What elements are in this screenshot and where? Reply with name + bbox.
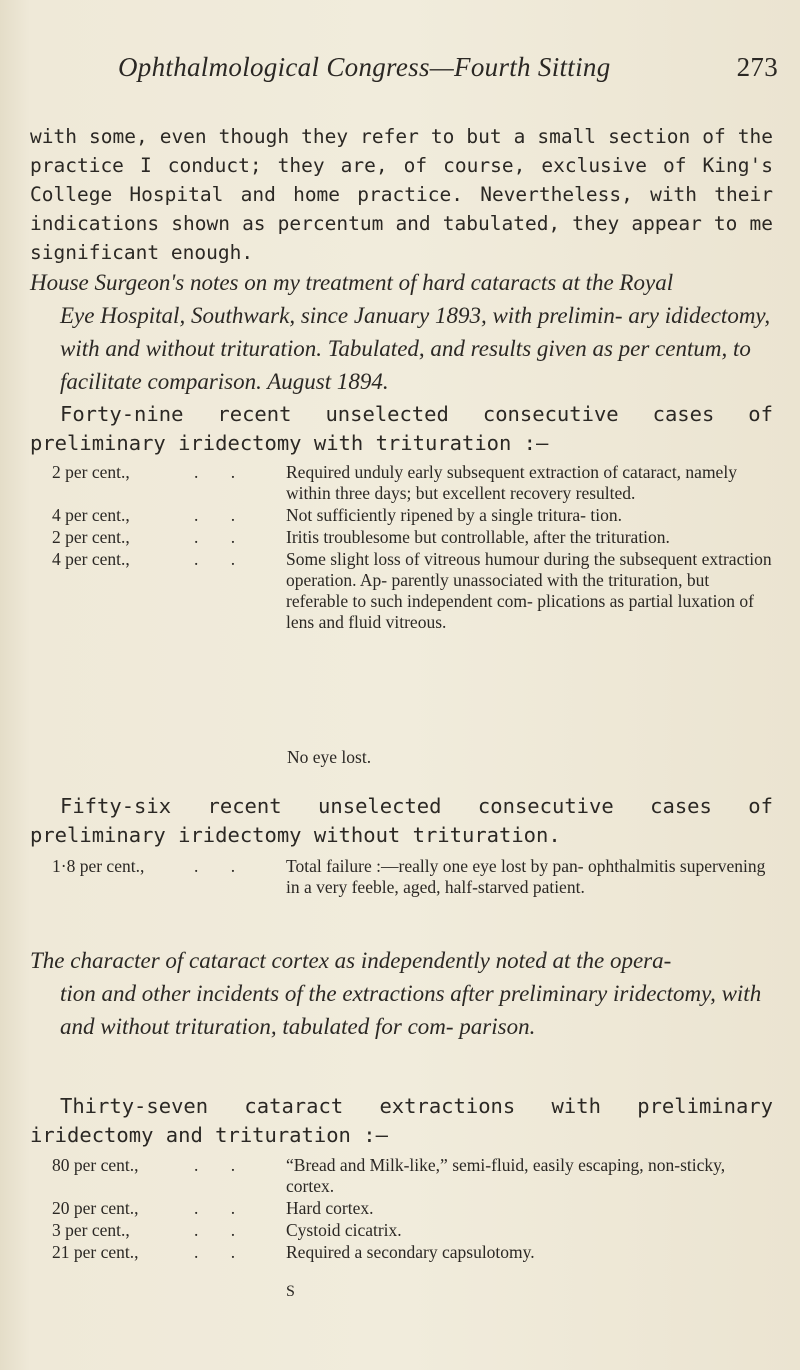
percent-cell: 4 per cent.,	[52, 505, 130, 525]
trituration-results-table	[52, 462, 772, 634]
leader-dots: . .	[194, 1242, 250, 1262]
description-cell: “Bread and Milk-like,” semi-fluid, easily escaping, non-sticky, cortex.	[286, 1155, 726, 1196]
table-row	[52, 1155, 772, 1197]
description-cell: Required unduly early subsequent extraction of cataract, namely within three days; but excellent recovery resulted.	[286, 462, 737, 503]
intro-paragraph: with some, even though they refer to but a small section of the practice I conduct; they are, of course, exclusive of King's College Hospital and home practice. Nevertheless, with their indications shown as percentum and tabulated, they appear to me significant enough.	[30, 125, 773, 264]
running-title: Ophthalmological Congress—Fourth Sitting	[118, 52, 611, 82]
percent-cell: 20 per cent.,	[52, 1198, 139, 1218]
heading-1-rest: Eye Hospital, Southwark, since January 1893, with prelimin- ary ididectomy, with and without trituration. Tabulated, and results given as per centum, to facilitate comparison. August 1894.	[60, 303, 771, 394]
percent-cell: 3 per cent.,	[52, 1220, 130, 1240]
page-number: 273	[736, 52, 778, 82]
percent-cell: 4 per cent.,	[52, 549, 130, 569]
description-cell: Not sufficiently ripened by a single tritura- tion.	[286, 505, 622, 525]
heading-2-line1: The character of cataract cortex as independently noted at the opera-	[30, 948, 672, 973]
leader-dots: . .	[194, 1220, 250, 1240]
table-row	[52, 1242, 772, 1263]
leader-dots: . .	[194, 1198, 250, 1218]
table-row	[52, 1198, 772, 1219]
leader-dots: . .	[194, 505, 250, 525]
leader-dots: . .	[194, 1155, 250, 1175]
leader-dots: . .	[194, 527, 250, 547]
percent-cell: 1·8 per cent.,	[52, 856, 145, 876]
leader-dots: . .	[194, 549, 250, 569]
section-heading-2	[30, 944, 773, 1043]
section-1-intro: Forty-nine recent unselected consecutive cases of preliminary iridectomy with trituration :—	[30, 402, 773, 455]
table-row	[52, 505, 772, 526]
table-row	[52, 527, 772, 548]
leader-dots: . .	[194, 462, 250, 482]
signature-mark: S	[286, 1283, 295, 1300]
description-cell: Some slight loss of vitreous humour during the subsequent extraction operation. Ap- parently unassociated with the trituration, but referable to such independent com- plications as partial luxation of lens and fluid vitreous.	[286, 549, 772, 632]
table-row	[52, 549, 772, 633]
percent-cell: 2 per cent.,	[52, 462, 130, 482]
heading-1-line1: House Surgeon's notes on my treatment of hard cataracts at the Royal	[30, 270, 674, 295]
description-cell: Cystoid cicatrix.	[286, 1220, 402, 1240]
cortex-character-table	[52, 1155, 772, 1264]
leader-dots: . .	[194, 856, 250, 876]
description-cell: Hard cortex.	[286, 1198, 374, 1218]
description-cell: Required a secondary capsulotomy.	[286, 1242, 535, 1262]
description-cell: Total failure :—really one eye lost by pan- ophthalmitis supervening in a very feeble, aged, half-starved patient.	[286, 856, 766, 897]
running-header	[118, 52, 778, 83]
table-row	[52, 1220, 772, 1241]
no-trituration-results-table	[52, 856, 772, 899]
percent-cell: 21 per cent.,	[52, 1242, 139, 1262]
section-3-intro: Thirty-seven cataract extractions with preliminary iridectomy and trituration :—	[30, 1094, 773, 1147]
percent-cell: 80 per cent.,	[52, 1155, 139, 1175]
section-heading-1	[30, 266, 773, 398]
percent-cell: 2 per cent.,	[52, 527, 130, 547]
section-2-intro: Fifty-six recent unselected consecutive cases of preliminary iridectomy without trituration.	[30, 794, 773, 847]
description-cell: Iritis troublesome but controllable, after the trituration.	[286, 527, 670, 547]
no-eye-lost-note: No eye lost.	[287, 747, 372, 767]
table-row	[52, 462, 772, 504]
table-row	[52, 856, 772, 898]
heading-2-rest: tion and other incidents of the extractions after preliminary iridectomy, with and without trituration, tabulated for com- parison.	[60, 981, 762, 1039]
